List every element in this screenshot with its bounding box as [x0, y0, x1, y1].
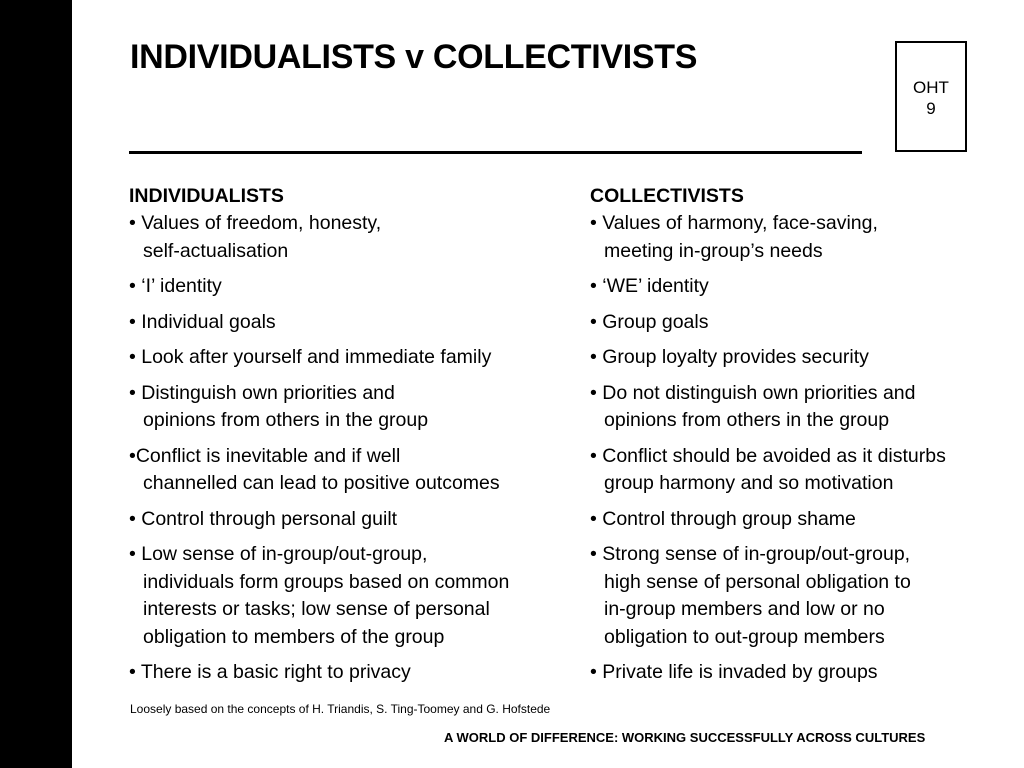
list-item	[590, 210, 1020, 265]
list-item	[129, 309, 579, 337]
list-item	[129, 659, 579, 687]
list-item	[129, 273, 579, 301]
list-item-line: • Distinguish own priorities and	[129, 381, 395, 404]
list-item-line: opinions from others in the group	[143, 409, 429, 431]
list-item	[129, 380, 579, 435]
collectivists-list	[590, 210, 1020, 687]
list-item-line: • Low sense of in-group/out-group,	[129, 543, 428, 565]
collectivists-column	[590, 183, 1020, 687]
left-black-bar	[0, 0, 72, 768]
list-item-line: meeting in-group’s needs	[604, 239, 823, 262]
list-item-line: channelled can lead to positive outcomes	[143, 472, 500, 494]
list-item	[590, 273, 1020, 301]
list-item-line: high sense of personal obligation to	[604, 570, 911, 593]
slide-title: INDIVIDUALISTS v COLLECTIVISTS	[130, 38, 698, 76]
list-item-line: • Group loyalty provides security	[590, 346, 869, 368]
list-item-line: self-actualisation	[143, 239, 289, 262]
list-item	[590, 309, 1020, 337]
footer-title: A WORLD OF DIFFERENCE: WORKING SUCCESSFULLY ACROSS CULTURES	[444, 730, 926, 745]
list-item-line: • ‘I’ identity	[129, 275, 222, 297]
list-item	[590, 443, 1020, 498]
oht-number: 9	[926, 99, 936, 118]
individualists-column	[129, 183, 579, 687]
title-underline	[129, 151, 862, 154]
list-item-line: • Group goals	[590, 310, 709, 333]
list-item-line: • There is a basic right to privacy	[129, 661, 411, 683]
source-footnote: Loosely based on the concepts of H. Triandis, S. Ting-Toomey and G. Hofstede	[130, 702, 551, 716]
list-item-line: individuals form groups based on common	[143, 570, 510, 593]
individualists-list	[129, 210, 579, 687]
list-item	[590, 541, 1020, 651]
list-item-line: • Look after yourself and immediate family	[129, 346, 492, 368]
list-item	[129, 506, 579, 534]
list-item-line: • Private life is invaded by groups	[590, 661, 878, 683]
list-item-line: • Values of freedom, honesty,	[129, 212, 382, 234]
list-item-line: obligation to out-group members	[604, 625, 885, 648]
list-item-line: group harmony and so motivation	[604, 472, 894, 494]
list-item	[129, 541, 579, 651]
list-item	[590, 506, 1020, 534]
list-item-line: interests or tasks; low sense of personal	[143, 598, 490, 620]
list-item-line: opinions from others in the group	[604, 409, 890, 431]
list-item	[129, 344, 579, 372]
list-item-line: in-group members and low or no	[604, 598, 885, 620]
list-item	[129, 443, 579, 498]
list-item	[129, 210, 579, 265]
list-item	[590, 659, 1020, 687]
individualists-heading: INDIVIDUALISTS	[129, 185, 284, 207]
list-item-line: • Control through group shame	[590, 507, 856, 530]
list-item-line: • Individual goals	[129, 310, 276, 333]
list-item-line: obligation to members of the group	[143, 625, 445, 648]
oht-label-box	[895, 41, 967, 152]
list-item-line: • Strong sense of in-group/out-group,	[590, 543, 911, 565]
list-item-line: • Conflict should be avoided as it disturbs	[590, 444, 946, 467]
list-item-line: • Values of harmony, face-saving,	[590, 212, 878, 234]
list-item-line: • ‘WE’ identity	[590, 275, 709, 297]
collectivists-heading: COLLECTIVISTS	[590, 185, 744, 207]
list-item-line: • Do not distinguish own priorities and	[590, 381, 916, 404]
list-item	[590, 344, 1020, 372]
list-item-line: • Control through personal guilt	[129, 507, 398, 530]
list-item	[590, 380, 1020, 435]
list-item-line: •Conflict is inevitable and if well	[129, 444, 401, 467]
oht-label: OHT	[913, 78, 949, 97]
